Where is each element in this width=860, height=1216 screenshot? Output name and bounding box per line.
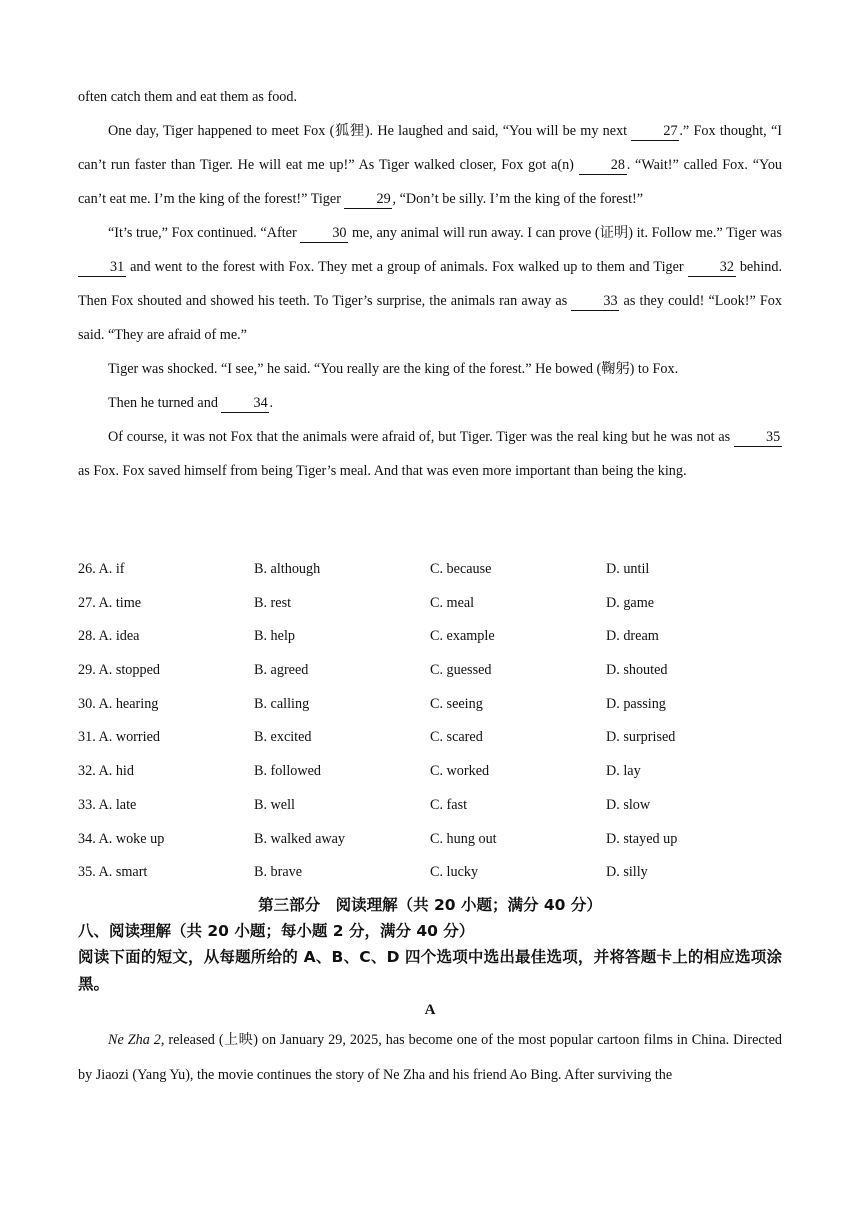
blank-32: 32 [688, 258, 736, 277]
option-a: 34. A. woke up [78, 830, 165, 847]
option-b: B. although [254, 561, 321, 577]
option-a: 28. A. idea [78, 628, 140, 645]
option-d: D. lay [606, 763, 641, 780]
option-c: C. because [430, 561, 492, 577]
option-b: B. brave [254, 864, 303, 881]
passage-letter: A [424, 1002, 436, 1018]
option-c: C. seeing [430, 695, 483, 712]
option-a: 26. A. if [78, 561, 125, 577]
paragraph-3: Tiger was shocked. “I see,” he said. “You really are the king of the forest.” He bowed (鞠躬) to Fox. [108, 361, 679, 377]
option-row-30 [78, 688, 782, 722]
option-c: C. meal [430, 594, 475, 611]
paragraph-2 [78, 216, 782, 352]
option-row-29 [78, 654, 782, 688]
text: . [269, 395, 274, 411]
option-d: D. surprised [606, 729, 676, 746]
option-c: C. lucky [430, 864, 479, 881]
text: as Fox. Fox saved himself from being Tiger’s meal. And that was even more important than being the king. [78, 463, 687, 479]
instruction-text: 阅读下面的短文，从每题所给的 A、B、C、D 四个选项中选出最佳选项，并将答题卡上的相应选项涂黑。 [78, 948, 782, 993]
option-a: 35. A. smart [78, 864, 148, 881]
option-a: 27. A. time [78, 594, 142, 611]
option-row-33 [78, 789, 782, 823]
option-d: D. passing [606, 695, 666, 712]
movie-title: Ne Zha 2 [108, 1032, 161, 1048]
text: One day, Tiger happened to meet Fox (狐狸). He laughed and said, “You will be my next [108, 123, 632, 139]
option-b: B. well [254, 796, 295, 813]
text: me, any animal will run away. I can prove (证明) it. Follow me.” Tiger was [348, 225, 782, 241]
option-b: B. rest [254, 594, 292, 611]
text: . “Wait!” called Fox. “You can’t eat me. I’m the king of the forest!” Tiger [78, 157, 783, 207]
blank-34: 34 [221, 394, 269, 413]
blank-29: 29 [344, 190, 392, 209]
text: .” Fox thought, “I can’t run faster than Tiger. He will eat me up!” As Tiger walked closer, Fox got a(n) [78, 123, 783, 173]
paragraph-0: often catch them and eat them as food. [78, 89, 298, 105]
option-c: C. hung out [430, 830, 497, 847]
blank-35: 35 [734, 428, 782, 447]
option-b: B. calling [254, 695, 310, 712]
option-a: 31. A. worried [78, 729, 160, 746]
option-d: D. stayed up [606, 830, 678, 847]
blank-33: 33 [571, 292, 619, 311]
blank-30: 30 [300, 224, 348, 243]
option-d: D. dream [606, 628, 659, 645]
option-b: B. excited [254, 729, 312, 746]
cloze-passage [78, 80, 782, 488]
reading-paragraph [78, 1023, 782, 1093]
option-a: 32. A. hid [78, 763, 134, 780]
option-b: B. followed [254, 763, 321, 780]
option-c: C. fast [430, 796, 468, 813]
option-row-27 [78, 587, 782, 621]
reading-passage-a [78, 1023, 782, 1093]
text: “It’s true,” Fox continued. “After [108, 225, 301, 241]
blank-28: 28 [579, 156, 627, 175]
option-d: D. until [606, 561, 650, 577]
blank-31: 31 [78, 258, 126, 277]
option-c: C. guessed [430, 662, 492, 679]
option-d: D. silly [606, 864, 648, 881]
option-row-28 [78, 620, 782, 654]
option-b: B. walked away [254, 830, 346, 847]
option-c: C. scared [430, 729, 483, 746]
option-row-32 [78, 755, 782, 789]
text: Then he turned and [108, 395, 222, 411]
option-a: 30. A. hearing [78, 695, 159, 712]
text: Of course, it was not Fox that the animals were afraid of, but Tiger. Tiger was the real king but he was not as [108, 429, 734, 445]
option-a: 33. A. late [78, 796, 137, 813]
option-d: D. game [606, 594, 655, 611]
text: and went to the forest with Fox. They met a group of animals. Fox walked up to them and Tiger [126, 259, 688, 275]
text: as they could! “Look!” Fox said. “They are afraid of me.” [78, 293, 782, 343]
option-c: C. example [430, 628, 495, 645]
paragraph-1 [78, 114, 782, 216]
option-d: D. slow [606, 796, 651, 813]
section-heading: 八、阅读理解（共 20 小题；每小题 2 分，满分 40 分） [78, 922, 475, 940]
paragraph-5 [78, 420, 782, 488]
text: , released (上映) on January 29, 2025, has become one of the most popular cartoon films in China. Directed by Jiaozi (Yang Yu), the movie continues the story of Ne Zha and his friend Ao Bing. After surviving the [78, 1032, 782, 1083]
option-row-34 [78, 823, 782, 857]
paragraph-4 [78, 386, 782, 420]
part-three-title: 第三部分 阅读理解（共 20 小题；满分 40 分） [258, 896, 602, 914]
options-list [78, 553, 782, 890]
option-a: 29. A. stopped [78, 662, 160, 679]
text: , “Don’t be silly. I’m the king of the forest!” [392, 191, 644, 207]
option-row-35 [78, 856, 782, 890]
option-row-31 [78, 721, 782, 755]
option-c: C. worked [430, 763, 490, 780]
option-b: B. agreed [254, 662, 309, 679]
option-b: B. help [254, 628, 295, 645]
option-d: D. shouted [606, 662, 668, 679]
blank-27: 27 [631, 122, 679, 141]
option-row-26 [78, 553, 782, 587]
text: behind. Then Fox shouted and showed his teeth. To Tiger’s surprise, the animals ran away as [78, 259, 782, 309]
